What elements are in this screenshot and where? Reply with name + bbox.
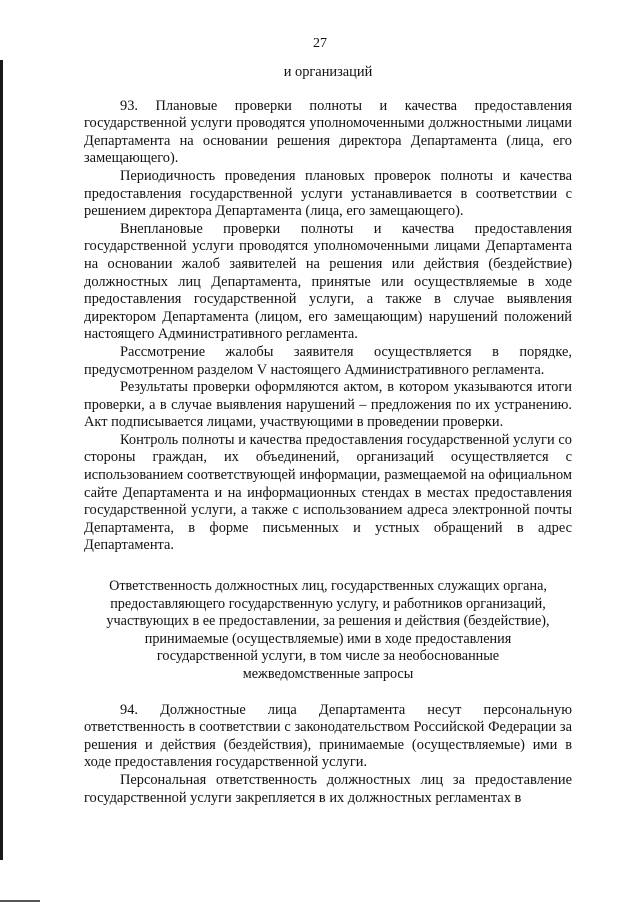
document-body — [84, 64, 572, 807]
section-heading-line: межведомственные запросы — [242, 666, 414, 682]
page-number: 27 — [313, 36, 327, 51]
continued-section-title: и организаций — [283, 64, 373, 80]
paragraph-personal-responsibility: Персональная ответственность должностных лиц за предоставление государственной услуги закрепляется в их должностных регламентах в — [84, 771, 572, 806]
section-heading-line: принимаемые (осуществляемые) ими в ходе предоставления — [144, 630, 512, 647]
paragraph-94: 94. Должностные лица Департамента несут персональную ответственность в соответствии с законодательством Российской Федерации за решения и действия (бездействия), принимаемые (осуществляемые) ими в ходе предоставления государственной услуги. — [84, 701, 572, 771]
section-heading-line: Ответственность должностных лиц, государственных служащих органа, — [109, 578, 547, 595]
section-heading-line: предоставляющего государственную услугу, и работников организаций, — [110, 595, 546, 612]
paragraph-periodicity: Периодичность проведения плановых проверок полноты и качества предоставления государственной услуги устанавливается в соответствии с решением директора Департамента (лица, его замещающего). — [84, 167, 572, 220]
scan-left-edge — [0, 60, 3, 860]
paragraph-complaint-review: Рассмотрение жалобы заявителя осуществляется в порядке, предусмотренном разделом V настоящего Административного регламента. — [84, 343, 572, 378]
paragraph-unplanned-checks: Внеплановые проверки полноты и качества предоставления государственной услуги проводятся уполномоченными лицами Департамента на основании жалоб заявителей на решения или действия (бездействие) должностных лиц Департамента, принятые или осуществляемые в ходе предоставления государственной услуги, а также в случае выявления директором Департамента (лицом, его замещающим) нарушений положений настоящего Административного регламента. — [84, 220, 572, 343]
section-heading-line: государственной услуги, в том числе за необоснованные — [156, 648, 500, 665]
paragraph-93: 93. Плановые проверки полноты и качества предоставления государственной услуги проводятся уполномоченными должностными лицами Департамента на основании решения директора Департамента (лица, его замещающего). — [84, 97, 572, 167]
section-heading-responsibility — [84, 578, 572, 684]
paragraph-public-control: Контроль полноты и качества предоставления государственной услуги со стороны граждан, их объединений, организаций осуществляется с использованием соответствующей информации, размещаемой на официальном сайте Департамента и на информационных стендах в местах предоставления государственной услуги, а также с использованием адреса электронной почты Департамента, в форме письменных и устных обращений в адрес Департамента. — [84, 431, 572, 554]
section-heading-line: участвующих в ее предоставлении, за решения и действия (бездействие), — [106, 613, 550, 630]
paragraph-check-results: Результаты проверки оформляются актом, в котором указываются итоги проверки, а в случае выявления нарушений – предложения по их устранению. Акт подписывается лицами, участвующими в проведении проверки. — [84, 379, 572, 431]
